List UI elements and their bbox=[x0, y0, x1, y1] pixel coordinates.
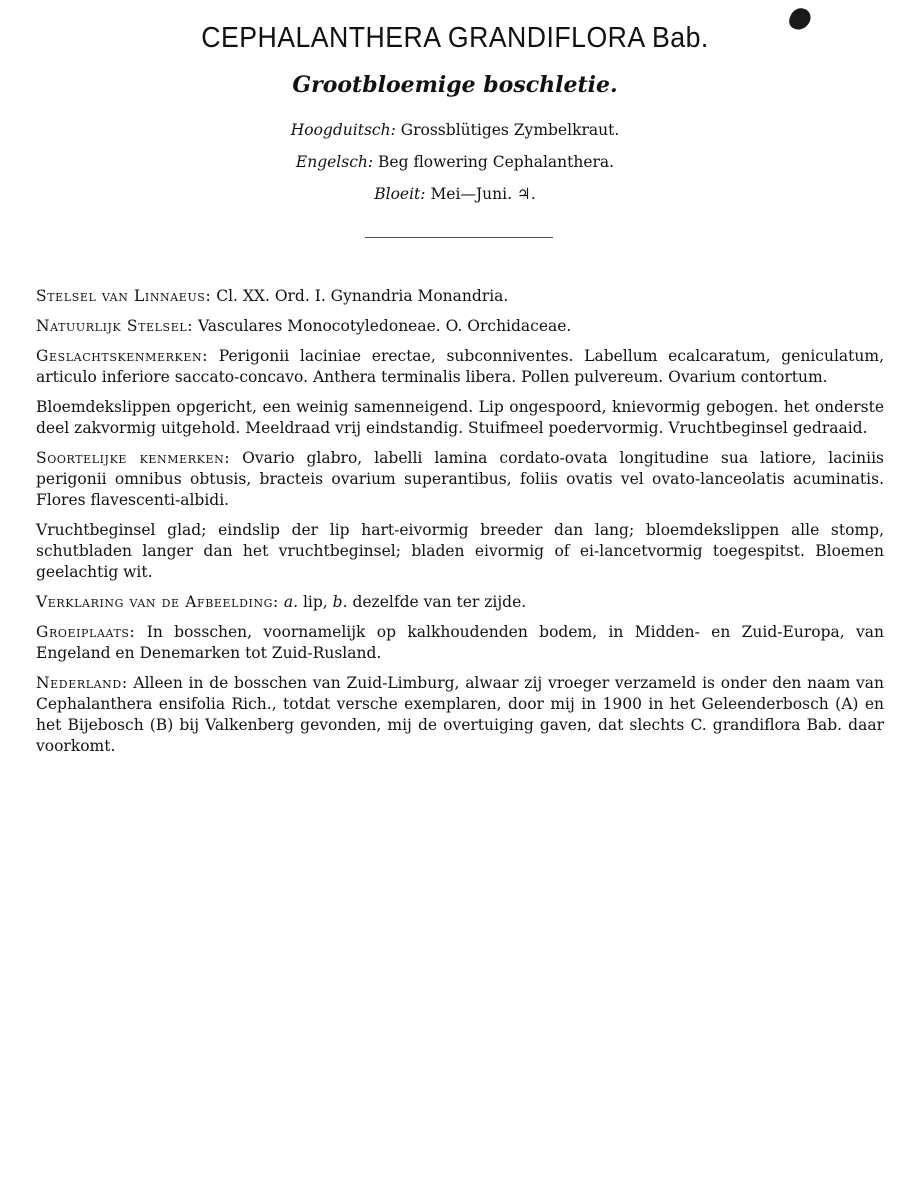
english-label: Engelsch: bbox=[295, 153, 374, 171]
german-name: Grossblütiges Zymbelkraut. bbox=[400, 121, 620, 139]
german-label: Hoogduitsch: bbox=[290, 121, 396, 139]
section-label: Soortelijke kenmerken: bbox=[36, 449, 231, 467]
section-label: Geslachtskenmerken: bbox=[36, 347, 209, 365]
english-name-line bbox=[0, 153, 910, 171]
figure-text-a: lip, bbox=[302, 593, 328, 611]
section-text: Alleen in de bosschen van Zuid-Limburg, alwaar zij vroeger verzameld is onder den naam van Cephalanthera ensifolia Rich., totdat versche exemplaren, door mij in 1900 in het Geleenderbosch (A) en het Bijebosch (B) bij Valkenberg gevonden, mij de overtuiging gaven, dat slechts C. grandiflora Bab. daar voorkomt. bbox=[36, 674, 884, 755]
section-text: Ovario glabro, labelli lamina cordato-ovata longitudine sua latiore, laciniis perigonii omnibus obtusis, bracteis ovarium superantibus, foliis ovatis vel ovato-lanceolatis acuminatis. Flores flavescenti-albidi. bbox=[36, 449, 884, 509]
section-label: Groeiplaats: bbox=[36, 623, 136, 641]
section-label: Stelsel van Linnaeus: bbox=[36, 287, 212, 305]
flowering-line bbox=[0, 185, 910, 203]
section-nederland bbox=[36, 673, 884, 757]
description-body bbox=[36, 286, 884, 766]
german-name-line bbox=[0, 121, 910, 139]
section-text: In bosschen, voornamelijk op kalkhoudenden bodem, in Midden- en Zuid-Europa, van Engeland en Denemarken tot Zuid-Rusland. bbox=[36, 623, 884, 662]
dutch-name: Grootbloemige boschletie. bbox=[292, 72, 618, 98]
species-title: CEPHALANTHERA GRANDIFLORA Bab. bbox=[201, 22, 709, 54]
section-soort-dutch: Vruchtbeginsel glad; eindslip der lip hart-eivormig breeder dan lang; bloemdekslippen alle stomp, schutbladen langer dan het vruchtbeginsel; bladen eivormig of ei-lancetvormig toegespitst. Bloemen geelachtig wit. bbox=[36, 521, 884, 581]
section-groeiplaats bbox=[36, 622, 884, 664]
section-text: Perigonii laciniae erectae, subconniventes. Labellum ecalcaratum, geniculatum, articulo inferiore saccato-concavo. Anthera terminalis libera. Pollen pulvereum. Ovarium contortum. bbox=[36, 347, 884, 386]
section-geslacht-latin bbox=[36, 346, 884, 388]
figure-letter-b: b. bbox=[332, 593, 348, 611]
section-soort-latin bbox=[36, 448, 884, 511]
section-geslacht-dutch: Bloemdekslippen opgericht, een weinig samenneigend. Lip ongespoord, knievormig gebogen. het onderste deel zakvormig uitgehold. Meeldraad vrij eindstandig. Stuifmeel poedervormig. Vruchtbeginsel gedraaid. bbox=[36, 398, 884, 437]
section-verklaring bbox=[36, 592, 884, 613]
flowering-label: Bloeit: bbox=[374, 185, 426, 203]
section-label: Nederland: bbox=[36, 674, 128, 692]
section-text: Vasculares Monocotyledoneae. O. Orchidaceae. bbox=[198, 317, 572, 335]
section-natuurlijk bbox=[36, 316, 884, 337]
figure-text-b: dezelfde van ter zijde. bbox=[352, 593, 527, 611]
flowering-period: Mei—Juni. ♃. bbox=[430, 185, 536, 203]
section-label: Natuurlijk Stelsel: bbox=[36, 317, 194, 335]
section-linnaeus bbox=[36, 286, 884, 307]
divider-rule bbox=[365, 237, 553, 238]
section-text: Cl. XX. Ord. I. Gynandria Monandria. bbox=[216, 287, 509, 305]
figure-letter-a: a. bbox=[283, 593, 298, 611]
english-name: Beg flowering Cephalanthera. bbox=[378, 153, 615, 171]
section-label: Verklaring van de Afbeelding: bbox=[36, 593, 279, 611]
